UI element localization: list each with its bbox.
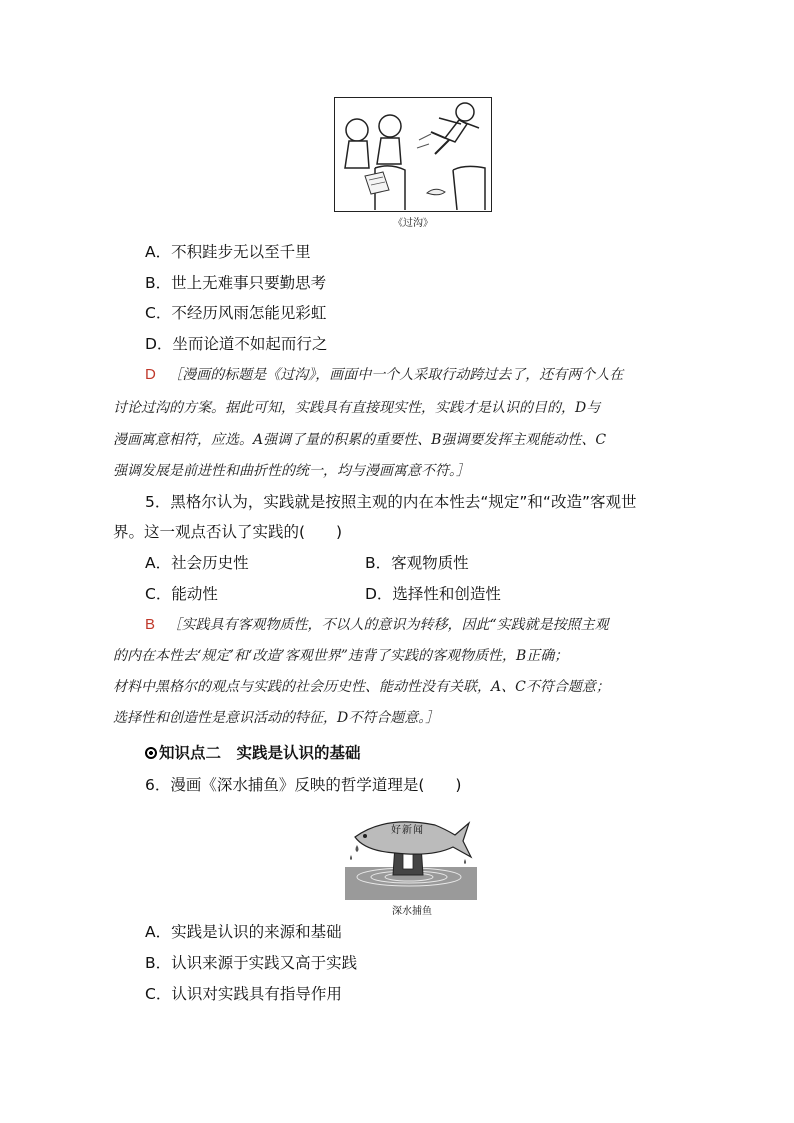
q5-explanation-line2: 的内在本性去‘规定’和‘改造’客观世界”违背了实践的客观物质性，B正确；	[113, 648, 569, 664]
q6-stem: 6．漫画《深水捕鱼》反映的哲学道理是( )	[145, 776, 462, 794]
q4-explanation-line2: 讨论过沟的方案。据此可知，实践具有直接现实性，实践才是认识的目的，D与	[113, 400, 601, 416]
q5-option-d: D．选择性和创造性	[365, 585, 501, 603]
q4-explanation-line4: 强调发展是前进性和曲折性的统一，均与漫画寓意不符。］	[113, 463, 470, 479]
cartoon-shenshui	[345, 815, 477, 900]
q4-option-d: D．坐而论道不如起而行之	[145, 335, 328, 353]
q5-explanation-text1: ［实践具有客观物质性，不以人的意识为转移，因此“实践就是按照主观	[167, 617, 609, 633]
fish-label: 好新闻	[391, 825, 424, 836]
q4-option-c: C．不经历风雨怎能见彩虹	[145, 304, 327, 322]
cartoon-shenshui-caption: 深水捕鱼	[392, 906, 432, 917]
q5-explanation-line1	[145, 615, 609, 635]
q4-answer: D	[145, 366, 156, 383]
q6-option-a: A．实践是认识的来源和基础	[145, 923, 342, 941]
q4-explanation-line3: 漫画寓意相符，应选。A强调了量的积累的重要性、B强调要发挥主观能动性、C	[113, 432, 607, 448]
q4-option-b: B．世上无难事只要勤思考	[145, 274, 327, 292]
q6-option-b: B．认识来源于实践又高于实践	[145, 954, 358, 972]
q5-explanation-line4: 选择性和创造性是意识活动的特征，D不符合题意。］	[113, 710, 440, 726]
q4-explanation-text1: ［漫画的标题是《过沟》，画面中一个人采取行动跨过去了，还有两个人在	[168, 367, 624, 383]
cartoon-guogou-drawing	[335, 98, 490, 210]
cartoon-guogou-caption: 《过沟》	[393, 218, 433, 229]
q5-option-a: A．社会历史性	[145, 554, 249, 572]
q5-explanation-line3: 材料中黑格尔的观点与实践的社会历史性、能动性没有关联，A、C不符合题意；	[113, 679, 610, 695]
q4-option-a: A．不积跬步无以至千里	[145, 243, 311, 261]
q4-explanation-line1	[145, 365, 623, 385]
q5-option-c: C．能动性	[145, 585, 218, 603]
q5-stem-line2: 界。这一观点否认了实践的( )	[113, 523, 343, 541]
section-bullet-icon	[145, 747, 157, 759]
section-title: 知识点二 实践是认识的基础	[159, 744, 361, 762]
q5-stem-line1: 5．黑格尔认为，实践就是按照主观的内在本性去“规定”和“改造”客观世	[145, 493, 637, 511]
section-heading	[145, 743, 361, 763]
q6-option-c: C．认识对实践具有指导作用	[145, 985, 342, 1003]
q5-answer: B	[145, 616, 156, 633]
q5-option-b: B．客观物质性	[365, 554, 469, 572]
cartoon-guogou	[334, 97, 492, 212]
